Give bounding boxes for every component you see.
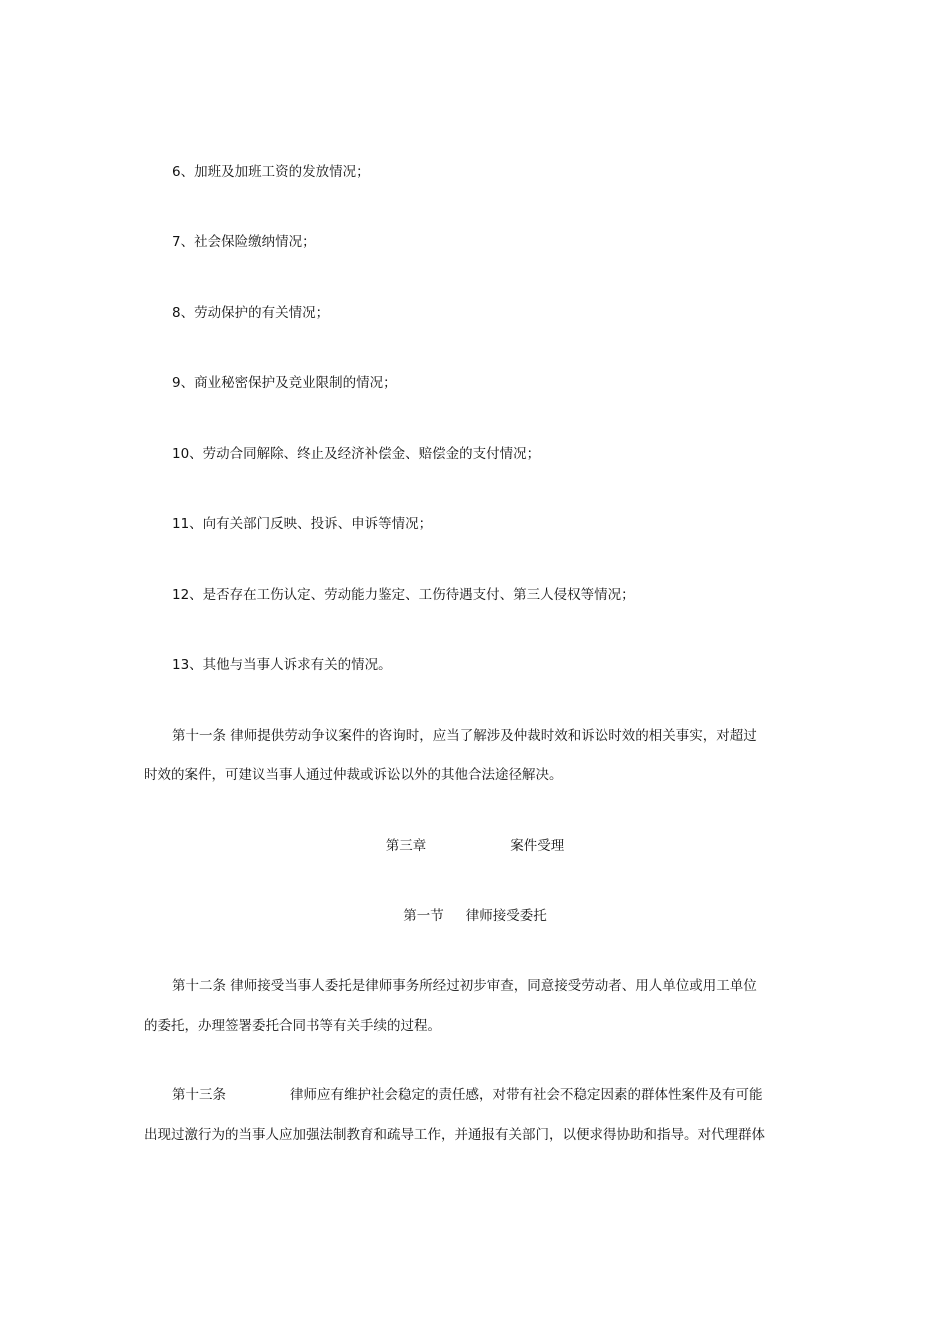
article-13-line-2: 出现过激行为的当事人应加强法制教育和疏导工作，并通报有关部门，以便求得协助和指导。对代理群体 bbox=[144, 1127, 765, 1143]
section-number: 第一节 bbox=[403, 908, 444, 924]
list-item-10: 10、劳动合同解除、终止及经济补偿金、赔偿金的支付情况； bbox=[172, 446, 541, 462]
list-item-13: 13、其他与当事人诉求有关的情况。 bbox=[172, 657, 392, 673]
article-12-line-2: 的委托，办理签署委托合同书等有关手续的过程。 bbox=[144, 1018, 441, 1034]
article-12-line-1: 第十二条 律师接受当事人委托是律师事务所经过初步审查，同意接受劳动者、用人单位或用工单位 bbox=[172, 978, 757, 994]
article-11-line-1: 第十一条 律师提供劳动争议案件的咨询时，应当了解涉及仲裁时效和诉讼时效的相关事实，对超过 bbox=[172, 728, 757, 744]
list-item-6: 6、加班及加班工资的发放情况； bbox=[172, 164, 370, 180]
article-13-text: 律师应有维护社会稳定的责任感，对带有社会不稳定因素的群体性案件及有可能 bbox=[290, 1087, 763, 1103]
list-item-8: 8、劳动保护的有关情况； bbox=[172, 305, 330, 321]
list-item-11: 11、向有关部门反映、投诉、申诉等情况； bbox=[172, 516, 433, 532]
chapter-title: 案件受理 bbox=[510, 838, 565, 854]
chapter-number: 第三章 bbox=[385, 838, 427, 854]
article-13-line-1 bbox=[172, 1085, 763, 1105]
list-item-12: 12、是否存在工伤认定、劳动能力鉴定、工伤待遇支付、第三人侵权等情况； bbox=[172, 587, 635, 603]
list-item-9: 9、商业秘密保护及竞业限制的情况； bbox=[172, 375, 397, 391]
chapter-heading bbox=[0, 836, 950, 856]
section-title: 律师接受委托 bbox=[465, 908, 547, 924]
article-13-label: 第十三条 bbox=[172, 1087, 226, 1103]
article-11-line-2: 时效的案件，可建议当事人通过仲裁或诉讼以外的其他合法途径解决。 bbox=[144, 767, 563, 783]
list-item-7: 7、社会保险缴纳情况； bbox=[172, 234, 316, 250]
section-heading bbox=[0, 906, 950, 926]
